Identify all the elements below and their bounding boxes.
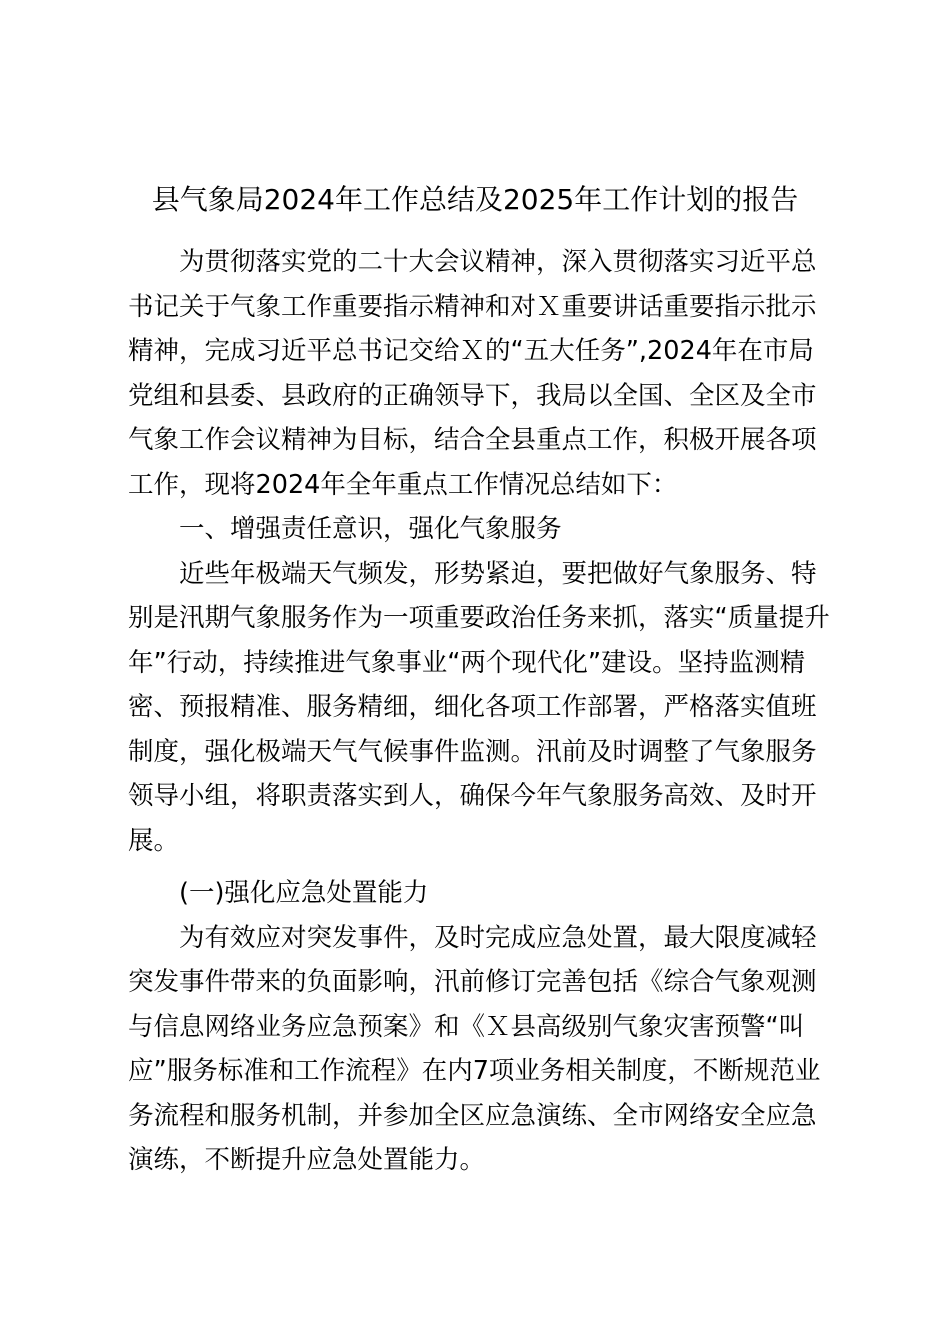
subsection-1-line-5: 务流程和服务机制，并参加全区应急演练、全市网络安全应急 xyxy=(128,1100,817,1131)
intro-paragraph xyxy=(128,240,838,507)
section-1-line-4: 密、预报精准、服务精细，细化各项工作部署，严格落实值班 xyxy=(128,692,817,722)
section-1-line-1: 近些年极端天气频发，形势紧迫，要把做好气象服务、特 xyxy=(128,558,817,589)
subsection-1-paragraph xyxy=(128,916,838,1183)
subsection-1-line-1: 为有效应对突发事件，及时完成应急处置，最大限度减轻 xyxy=(128,922,817,953)
document-title: 县气象局2024年工作总结及2025年工作计划的报告 xyxy=(151,183,799,216)
section-1-heading: 一、增强责任意识，强化气象服务 xyxy=(128,514,562,544)
intro-line-4: 党组和县委、县政府的正确领导下，我局以全国、全区及全市 xyxy=(128,380,817,411)
intro-line-2: 书记关于气象工作重要指示精神和对Ｘ重要讲话重要指示批示 xyxy=(128,291,817,322)
section-1-line-6: 领导小组，将职责落实到人，确保今年气象服务高效、及时开 xyxy=(128,781,817,811)
intro-line-1: 为贯彻落实党的二十大会议精神，深入贯彻落实习近平总 xyxy=(128,247,817,277)
subsection-1-line-3: 与信息网络业务应急预案》和《Ｘ县高级别气象灾害预警“叫 xyxy=(128,1011,805,1042)
document-body xyxy=(128,240,838,1183)
subsection-1-heading: (一)强化应急处置能力 xyxy=(128,878,429,908)
intro-line-6: 工作，现将2024年全年重点工作情况总结如下： xyxy=(128,469,678,500)
section-1-line-3: 年”行动，持续推进气象事业“两个现代化”建设。坚持监测精 xyxy=(128,647,806,678)
section-1-line-7: 展。 xyxy=(128,825,180,856)
spacer xyxy=(128,863,838,871)
intro-line-5: 气象工作会议精神为目标，结合全县重点工作，积极开展各项 xyxy=(128,425,817,455)
intro-line-3: 精神，完成习近平总书记交给Ｘ的“五大任务”,2024年在市局 xyxy=(128,336,814,366)
subsection-1-line-6: 演练，不断提升应急处置能力。 xyxy=(128,1145,486,1175)
subsection-1-line-4: 应”服务标准和工作流程》在内7项业务相关制度，不断规范业 xyxy=(128,1056,821,1086)
section-1-line-2: 别是汛期气象服务作为一项重要政治任务来抓，落实“质量提升 xyxy=(128,603,830,633)
section-1-paragraph xyxy=(128,552,838,864)
subsection-1-line-2: 突发事件带来的负面影响，汛前修订完善包括《综合气象观测 xyxy=(128,967,817,997)
section-1-line-5: 制度，强化极端天气气候事件监测。汛前及时调整了气象服务 xyxy=(128,736,817,767)
